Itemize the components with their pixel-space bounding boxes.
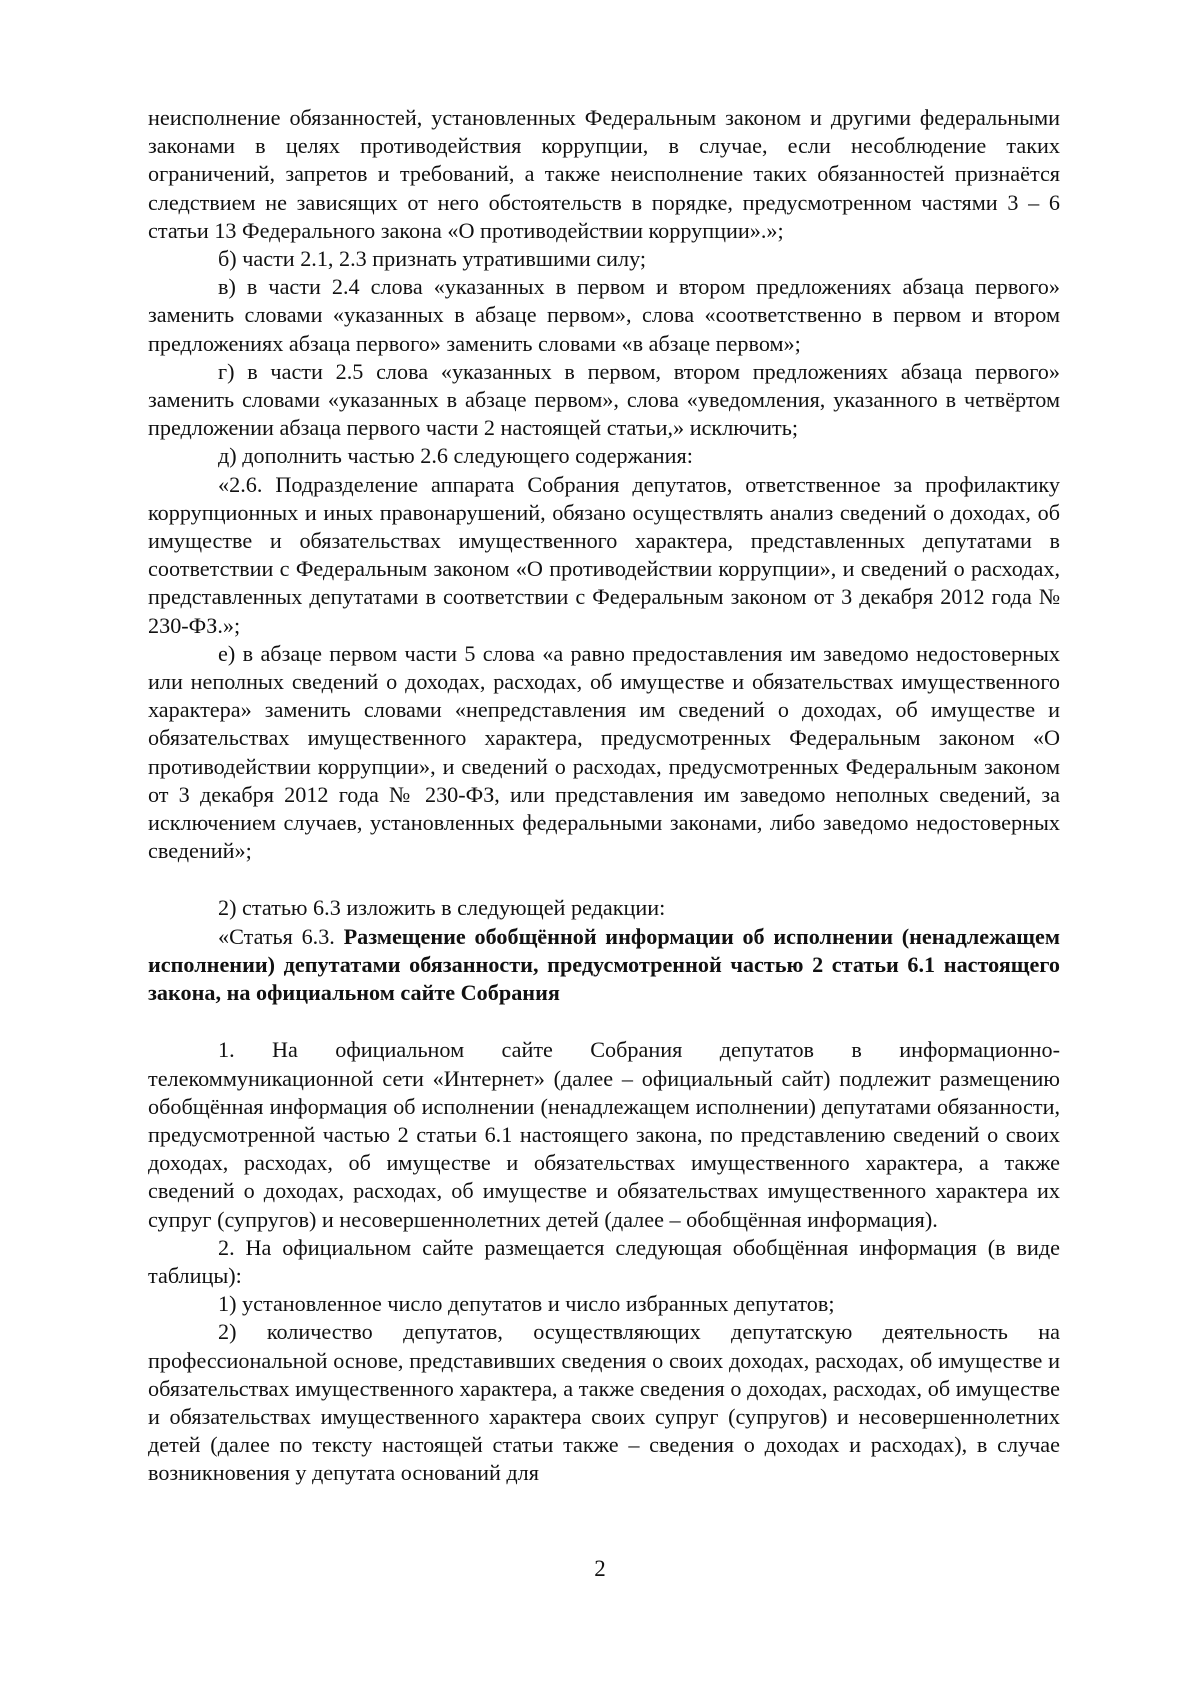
para-part-1: 1. На официальном сайте Собрания депутатов в информационно-телекоммуникационной сети «Интернет» (далее – официальный сайт) подлежит размещению обобщённая информация об исполнении (ненадлежащем исполнении) депутатами обязанности, предусмотренной частью 2 статьи 6.1 настоящего закона, по представлению сведений о своих доходах, расходах, об имуществе и обязательствах имущественного характера, а также сведений о доходах, расходах, об имуществе и обязательствах имущественного характера их супруг (супругов) и несовершеннолетних детей (далее – обобщённая информация). [148, 1037, 1060, 1232]
article-heading-title: Размещение обобщённой информации об исполнении (ненадлежащем исполнении) депутатами обязанности, предусмотренной частью 2 статьи 6.1 настоящего закона, на официальном сайте Собрания [148, 923, 1060, 1006]
para-part-2: 2. На официальном сайте размещается следующая обобщённая информация (в виде таблицы): [148, 1234, 1060, 1288]
para-item-g: г) в части 2.5 слова «указанных в первом, втором предложениях абзаца первого» заменить словами «указанных в абзаце первом», слова «уведомления, указанного в четвёртом предложении абзаца первого части 2 настоящей статьи,» исключить; [148, 358, 1060, 441]
top-paragraphs [148, 104, 1060, 865]
para-2-6: «2.6. Подразделение аппарата Собрания депутатов, ответственное за профилактику коррупционных и иных правонарушений, обязано осуществлять анализ сведений о доходах, об имуществе и обязательствах имущественного характера, представленных депутатами в соответствии с Федеральным законом «О противодействии коррупции», и сведений о расходах, представленных депутатами в соответствии с Федеральным законом от 3 декабря 2012 года № 230-ФЗ.»; [148, 471, 1060, 638]
para-continuation: неисполнение обязанностей, установленных Федеральным законом и другими федеральными законами в целях противодействия коррупции, в случае, если несоблюдение таких ограничений, запретов и требований, а также неисполнение таких обязанностей признаётся следствием не зависящих от него обстоятельств в порядке, предусмотренном частями 3 – 6 статьи 13 Федерального закона «О противодействии коррупции».»; [148, 105, 1060, 243]
para-item-v: в) в части 2.4 слова «указанных в первом и втором предложениях абзаца первого» заменить словами «указанных в абзаце первом», слова «соответственно в первом и втором предложениях абзаца первого» заменить словами «в абзаце первом»; [148, 274, 1060, 356]
article-heading-prefix: «Статья 6.3. [218, 923, 335, 949]
bottom-paragraphs [148, 1036, 1060, 1487]
para-part-2-item-1: 1) установленное число депутатов и число избранных депутатов; [218, 1291, 835, 1317]
para-item-2: 2) статью 6.3 изложить в следующей редакции: [218, 895, 666, 921]
para-item-b: б) части 2.1, 2.3 признать утратившими силу; [218, 246, 647, 272]
article-heading [148, 923, 1060, 1008]
spacer [148, 1007, 1060, 1036]
para-part-2-item-2: 2) количество депутатов, осуществляющих депутатскую деятельность на профессиональной основе, представивших сведения о своих доходах, расходах, об имуществе и обязательствах имущественного характера, а также сведения о доходах, расходах, об имуществе и обязательствах имущественного характера своих супруг (супругов) и несовершеннолетних детей (далее по тексту настоящей статьи также – сведения о доходах и расходах), в случае возникновения у депутата оснований для [148, 1319, 1060, 1486]
para-item-e: е) в абзаце первом части 5 слова «а равно предоставления им заведомо недостоверных или неполных сведений о доходах, расходах, об имуществе и обязательствах имущественного характера» заменить словами «непредставления им сведений о доходах, об имуществе и обязательствах имущественного характера, предусмотренных Федеральным законом «О противодействии коррупции», и сведений о расходах, предусмотренных Федеральным законом от 3 декабря 2012 года № 230-ФЗ, или представления им заведомо неполных сведений, за исключением случаев, установленных федеральными законами, либо заведомо недостоверных сведений»; [148, 640, 1060, 864]
para-item-d: д) дополнить частью 2.6 следующего содержания: [218, 443, 693, 469]
document-body [148, 104, 1060, 1488]
spacer [148, 865, 1060, 894]
page-number: 2 [594, 1556, 606, 1581]
